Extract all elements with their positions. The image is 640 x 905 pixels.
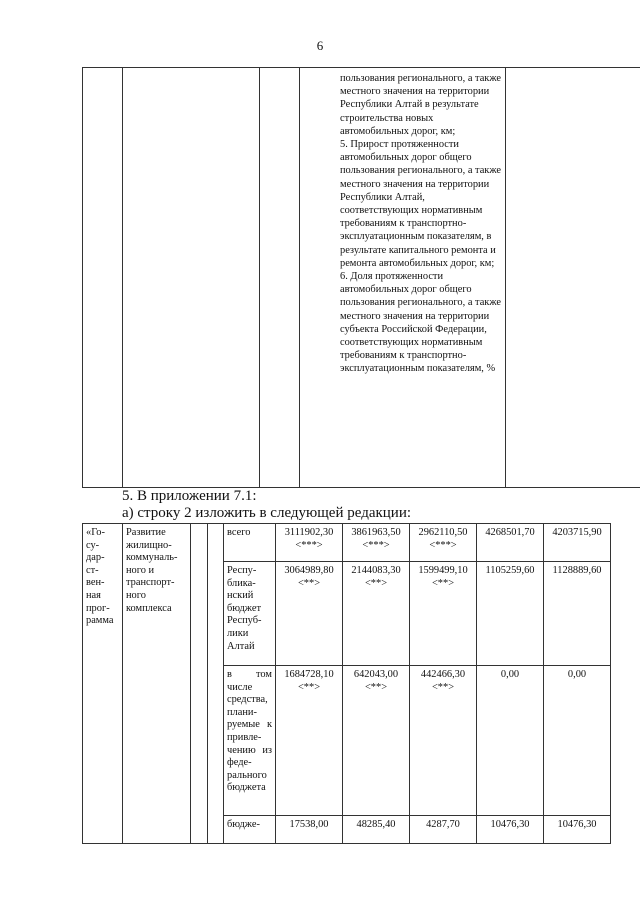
program-name-cell: Развитие жилищно- коммуналь- ного и транспорт- ного комплекса [123,524,191,844]
value-cell: 4268501,70 [477,524,544,562]
paragraph-5a: а) строку 2 изложить в следующей редакции: [122,505,412,521]
value-cell: 10476,30 [544,816,611,844]
value-cell: 4287,70 [410,816,477,844]
value-cell: 642043,00 <**> [343,666,410,816]
value-cell: 2144083,30 <**> [343,562,410,666]
indicator-6: 6. Доля протяженности автомобильных дорог общего пользования регионального, а также местного значения на территории субъекта Российской Федерации, соответствующих нормативным требованиям к транспортно-эксплуатационным показателям, % [340,271,502,375]
indicators-table [82,67,640,488]
source-total: всего [224,524,276,562]
empty-cell [191,524,208,844]
indicator-4-tail: пользования регионального, а также местного значения на территории Республики Алтай в результате строительства новых автомобильных дорог, км; [340,73,502,137]
value-cell: 4203715,90 [544,524,611,562]
empty-cell [83,68,123,488]
empty-cell [260,68,300,488]
source-federal-funds: в том числе средства, плани-руемые к привле-чению из феде-рального бюджета [224,666,276,816]
page-number: 6 [316,38,324,53]
value-cell: 3064989,80 <**> [276,562,343,666]
value-cell: 1684728,10 <**> [276,666,343,816]
value-cell: 0,00 [477,666,544,816]
source-regional-budget: Респу- блика- нский бюджет Респуб- лики Алтай [224,562,276,666]
value-cell: 1599499,10 <**> [410,562,477,666]
value-cell: 48285,40 [343,816,410,844]
indicator-5: 5. Прирост протяженности автомобильных дорог общего пользования регионального, а также местного значения на территории Республики Алтай, соответствующих нормативным требованиям к транспортно-эксплуатационным показателям, в результате капитального ремонта и ремонта автомобильных дорог, км; [340,139,502,269]
value-cell: 3111902,30 <***> [276,524,343,562]
value-cell: 1105259,60 [477,562,544,666]
finance-table [82,523,611,844]
empty-cell [506,68,640,488]
empty-cell [208,524,224,844]
value-cell: 0,00 [544,666,611,816]
paragraph-5: 5. В приложении 7.1: [122,488,257,504]
value-cell: 1128889,60 [544,562,611,666]
value-cell: 17538,00 [276,816,343,844]
source-budget-partial: бюдже- [224,816,276,844]
indicators-cell [300,68,506,488]
value-cell: 3861963,50 <***> [343,524,410,562]
program-type-cell: «Го- су- дар- ст- вен- ная прог- рамма [83,524,123,844]
empty-cell [123,68,260,488]
value-cell: 2962110,50 <***> [410,524,477,562]
value-cell: 10476,30 [477,816,544,844]
value-cell: 442466,30 <**> [410,666,477,816]
